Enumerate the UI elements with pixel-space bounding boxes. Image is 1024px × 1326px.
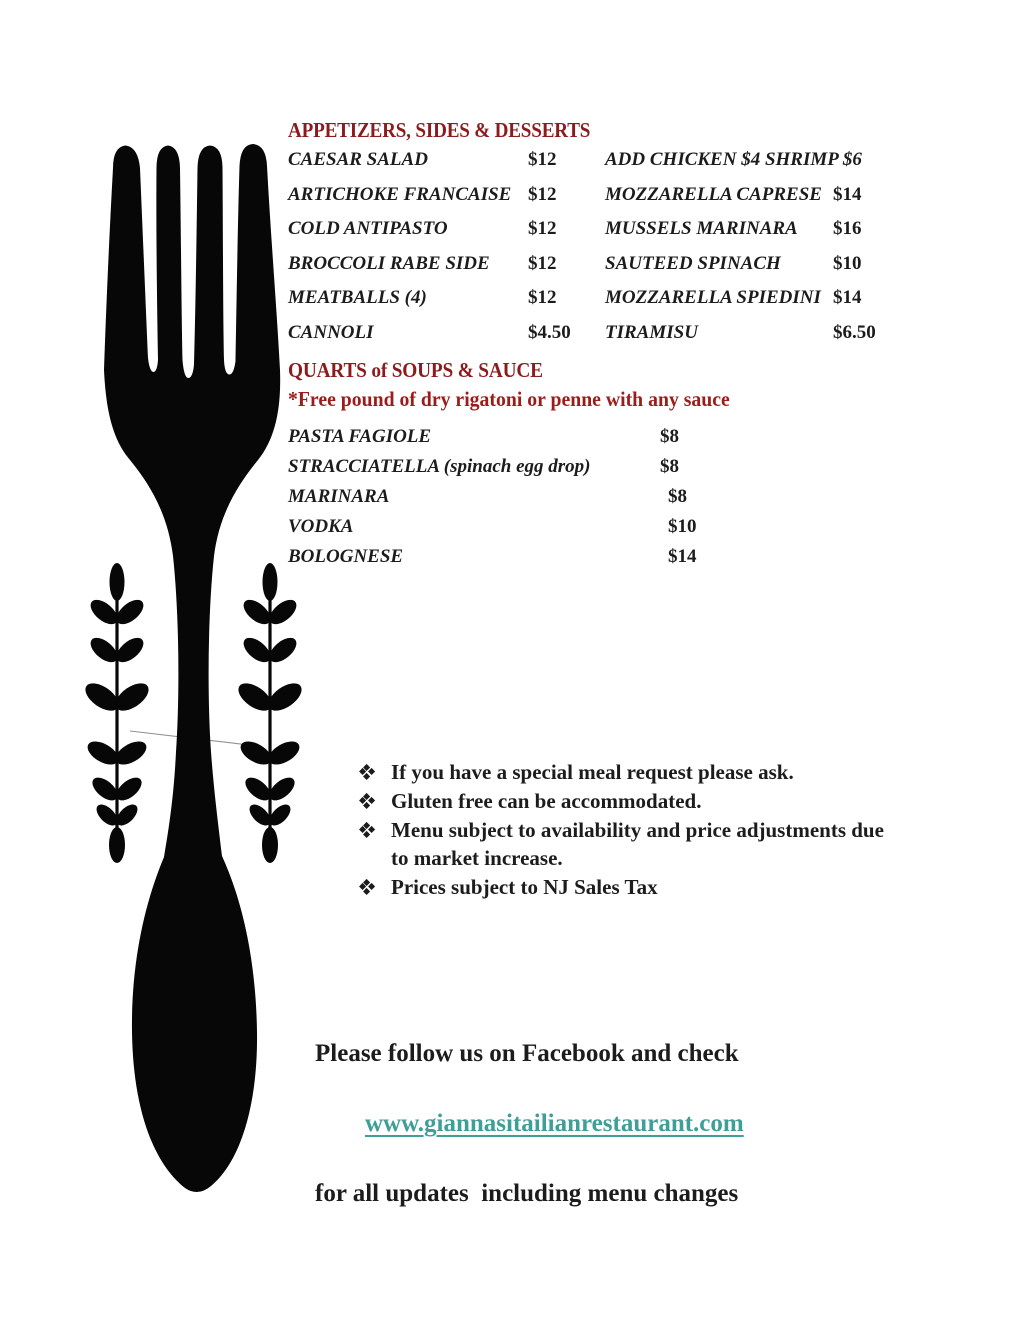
item-name: MOZZARELLA CAPRESE — [605, 183, 822, 205]
notes-list — [360, 758, 905, 902]
menu-row — [288, 485, 768, 515]
list-item — [360, 758, 905, 786]
footer-line-2: for all updates including menu changes — [315, 1180, 739, 1207]
footer-line-1: Please follow us on Facebook and check — [315, 1040, 739, 1067]
item-price: $12 — [528, 149, 557, 170]
diamond-bullet-icon — [360, 794, 374, 808]
item-price: $6.50 — [833, 321, 876, 343]
item-price: $12 — [528, 183, 557, 205]
menu-row — [288, 321, 928, 356]
item-price: $12 — [528, 287, 557, 308]
item-name: PASTA FAGIOLE — [288, 426, 432, 447]
menu-row — [288, 545, 768, 575]
item-name: ADD CHICKEN $4 SHRIMP $6 — [605, 149, 862, 170]
item-price: $14 — [833, 287, 862, 308]
item-name: STRACCIATELLA (spinach egg drop) — [288, 456, 591, 477]
menu-row — [288, 148, 928, 183]
item-name: BOLOGNESE — [288, 546, 404, 567]
appetizers-rows — [288, 148, 928, 355]
item-price: $12 — [528, 218, 557, 239]
note-text: Gluten free can be accommodated. — [391, 789, 702, 813]
item-price: $12 — [528, 252, 557, 274]
soups-rows — [288, 425, 768, 575]
item-price: $14 — [668, 546, 697, 567]
item-name: MARINARA — [288, 486, 390, 507]
item-name: CAESAR SALAD — [288, 149, 428, 170]
item-price: $14 — [833, 183, 862, 205]
appetizers-heading: APPETIZERS, SIDES & DESSERTS — [288, 118, 591, 142]
item-name: MOZZARELLA SPIEDINI — [605, 287, 821, 308]
menu-row — [288, 252, 928, 287]
item-name: VODKA — [288, 516, 354, 537]
item-price: $8 — [660, 456, 679, 477]
menu-row — [288, 515, 768, 545]
item-price: $10 — [833, 252, 862, 274]
list-item — [360, 816, 905, 872]
item-name: ARTICHOKE FRANCAISE — [288, 183, 512, 205]
note-text: Menu subject to availability and price adjustments due to market increase. — [391, 818, 890, 870]
website-link[interactable]: www.giannasitailianrestaurant.com — [365, 1110, 744, 1137]
footer — [315, 1036, 875, 1211]
list-item — [360, 787, 905, 815]
section-soups — [288, 358, 768, 575]
menu-row — [288, 217, 928, 252]
item-name: SAUTEED SPINACH — [605, 252, 781, 274]
item-price: $10 — [668, 516, 697, 537]
item-name: MUSSELS MARINARA — [605, 218, 798, 239]
item-name: TIRAMISU — [605, 321, 698, 343]
list-item — [360, 873, 905, 901]
item-price: $4.50 — [528, 321, 571, 343]
menu-row — [288, 183, 928, 218]
menu-row — [288, 286, 928, 321]
note-text: Prices subject to NJ Sales Tax — [391, 875, 658, 899]
menu-row — [288, 455, 768, 485]
free-pasta-note: *Free pound of dry rigatoni or penne with any sauce — [288, 387, 730, 411]
diamond-bullet-icon — [360, 765, 374, 779]
item-price: $8 — [660, 426, 679, 447]
item-name: BROCCOLI RABE SIDE — [288, 252, 490, 274]
item-name: MEATBALLS (4) — [288, 287, 427, 308]
menu-row — [288, 425, 768, 455]
item-name: CANNOLI — [288, 321, 374, 343]
section-appetizers — [288, 118, 928, 355]
item-price: $8 — [668, 486, 687, 507]
diamond-bullet-icon — [360, 823, 374, 837]
item-name: COLD ANTIPASTO — [288, 218, 448, 239]
note-text: If you have a special meal request please ask. — [391, 760, 794, 784]
item-price: $16 — [833, 218, 862, 239]
soups-heading: QUARTS of SOUPS & SAUCE — [288, 358, 543, 382]
diamond-bullet-icon — [360, 880, 374, 894]
